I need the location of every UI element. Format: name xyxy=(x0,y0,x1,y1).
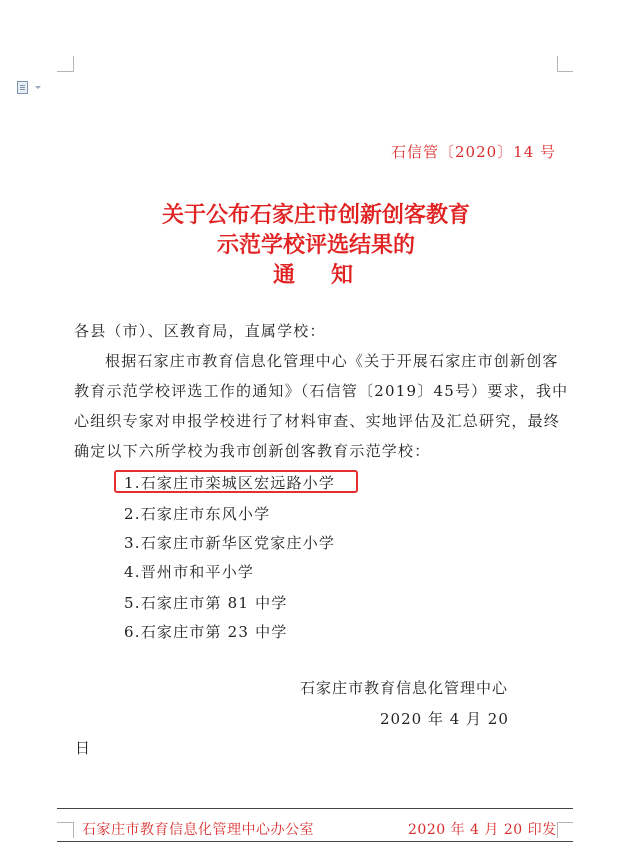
footer-top-rule xyxy=(57,808,573,809)
footer-office: 石家庄市教育信息化管理中心办公室 xyxy=(82,822,314,838)
signature-date: 2020 年 4 月 20 xyxy=(380,710,509,728)
document-number: 石信管〔2020〕14 号 xyxy=(391,143,557,161)
signature-date-day-char: 日 xyxy=(75,739,91,757)
addressee: 各县（市）、区教育局，直属学校： xyxy=(74,322,326,340)
crop-mark-bottom-left-horizontal xyxy=(57,822,73,823)
title-line-2: 示范学校评选结果的 xyxy=(216,233,415,258)
crop-mark-top-left-vertical xyxy=(73,56,74,72)
highlight-box xyxy=(114,470,358,493)
crop-mark-top-right-horizontal xyxy=(557,71,573,72)
crop-mark-bottom-right-vertical xyxy=(557,822,558,838)
crop-mark-top-left-horizontal xyxy=(57,71,73,72)
school-item-4: 4.晋州市和平小学 xyxy=(124,563,255,581)
crop-mark-bottom-right-horizontal xyxy=(557,822,573,823)
document-icon[interactable] xyxy=(17,81,28,94)
school-item-3: 3.石家庄市新华区党家庄小学 xyxy=(124,534,336,552)
signature-organization: 石家庄市教育信息化管理中心 xyxy=(300,679,509,697)
school-item-5: 5.石家庄市第 81 中学 xyxy=(124,594,288,612)
footer-bottom-rule xyxy=(57,841,573,842)
title-line-3: 通知 xyxy=(272,263,389,288)
crop-mark-bottom-left-vertical xyxy=(73,822,74,838)
crop-mark-top-right-vertical xyxy=(557,56,558,72)
footer-print-date: 2020 年 4 月 20 印发 xyxy=(408,822,557,838)
body-paragraph: 根据石家庄市教育信息化管理中心《关于开展石家庄市创新创客教育示范学校评选工作的通知》（石信管〔2019〕45号）要求，我中心组织专家对申报学校进行了材料审查、实地评估及汇总研究，最终确定以下六所学校为我市创新创客教育示范学校： xyxy=(74,352,569,460)
school-item-1: 1.石家庄市栾城区宏远路小学 xyxy=(124,474,336,492)
caret-down-icon[interactable] xyxy=(35,86,41,89)
school-item-6: 6.石家庄市第 23 中学 xyxy=(124,623,288,641)
title-line-1: 关于公布石家庄市创新创客教育 xyxy=(161,203,470,228)
school-item-2: 2.石家庄市东风小学 xyxy=(124,505,271,523)
